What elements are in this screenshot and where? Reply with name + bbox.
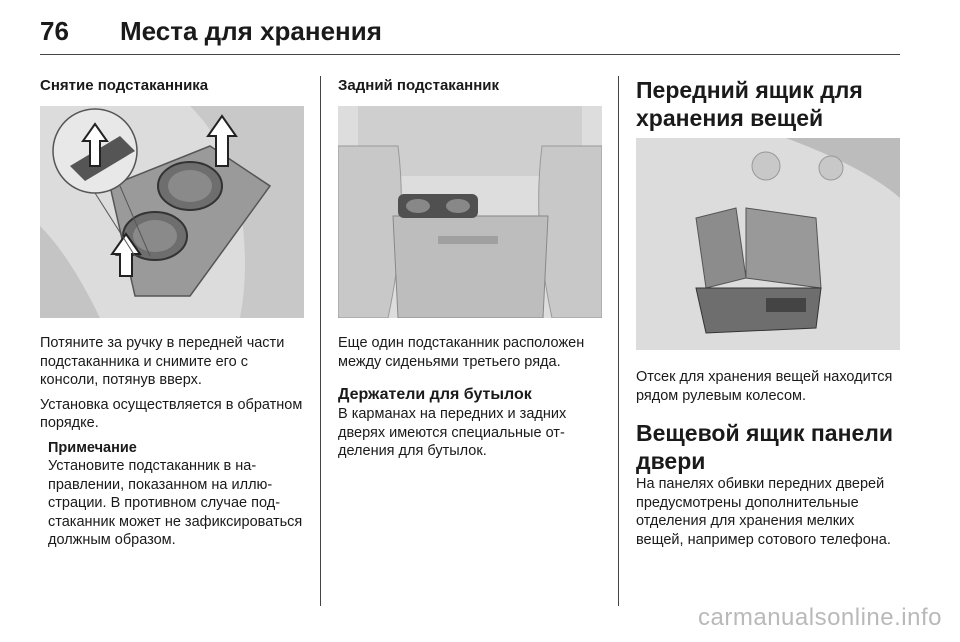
paragraph: Еще один подстаканник расположен между сиденьями третьего ряда. bbox=[338, 335, 585, 370]
note-block bbox=[40, 439, 304, 550]
paragraph: Установка осуществляется в обратном порядке. bbox=[40, 396, 303, 431]
column-front-storage bbox=[636, 76, 900, 549]
column-cupholder-removal bbox=[40, 76, 304, 550]
note-title: Примечание bbox=[48, 439, 137, 456]
watermark: carmanualsonline.info bbox=[698, 604, 942, 631]
column-rear-cupholder bbox=[338, 76, 602, 461]
section-heading: Передний ящик для хранения вещей bbox=[636, 77, 863, 131]
paragraph: На панелях обивки передних дверей предусмотрены дополнительные отделения для хранения мелких вещей, например сотового телефона. bbox=[636, 476, 891, 548]
subheading: Держатели для бутылок bbox=[338, 386, 532, 403]
page-title: Места для хранения bbox=[120, 16, 382, 46]
paragraph: Потяните за ручку в передней части подстаканника и снимите его с консоли, потянув вверх. bbox=[40, 335, 285, 388]
section-heading: Вещевой ящик панели двери bbox=[636, 420, 893, 474]
note-text: Установите подстаканник в направлении, показанном на иллюстрации. В противном случае подстаканник может не зафиксироваться должным образом. bbox=[48, 458, 303, 548]
page-header bbox=[40, 14, 900, 55]
column-divider bbox=[320, 76, 321, 606]
front-storage-illustration bbox=[636, 138, 900, 350]
page-number: 76 bbox=[40, 16, 69, 46]
paragraph: Отсек для хранения вещей находится рядом рулевым колесом. bbox=[636, 369, 893, 404]
cupholder-removal-illustration bbox=[40, 106, 304, 318]
section-heading: Задний подстаканник bbox=[338, 77, 500, 94]
column-divider bbox=[618, 76, 619, 606]
rear-cupholder-illustration bbox=[338, 106, 602, 318]
paragraph: В карманах на передних и задних дверях имеются специальные отделения для бутылок. bbox=[338, 406, 567, 459]
section-heading: Снятие подстаканника bbox=[40, 77, 209, 94]
